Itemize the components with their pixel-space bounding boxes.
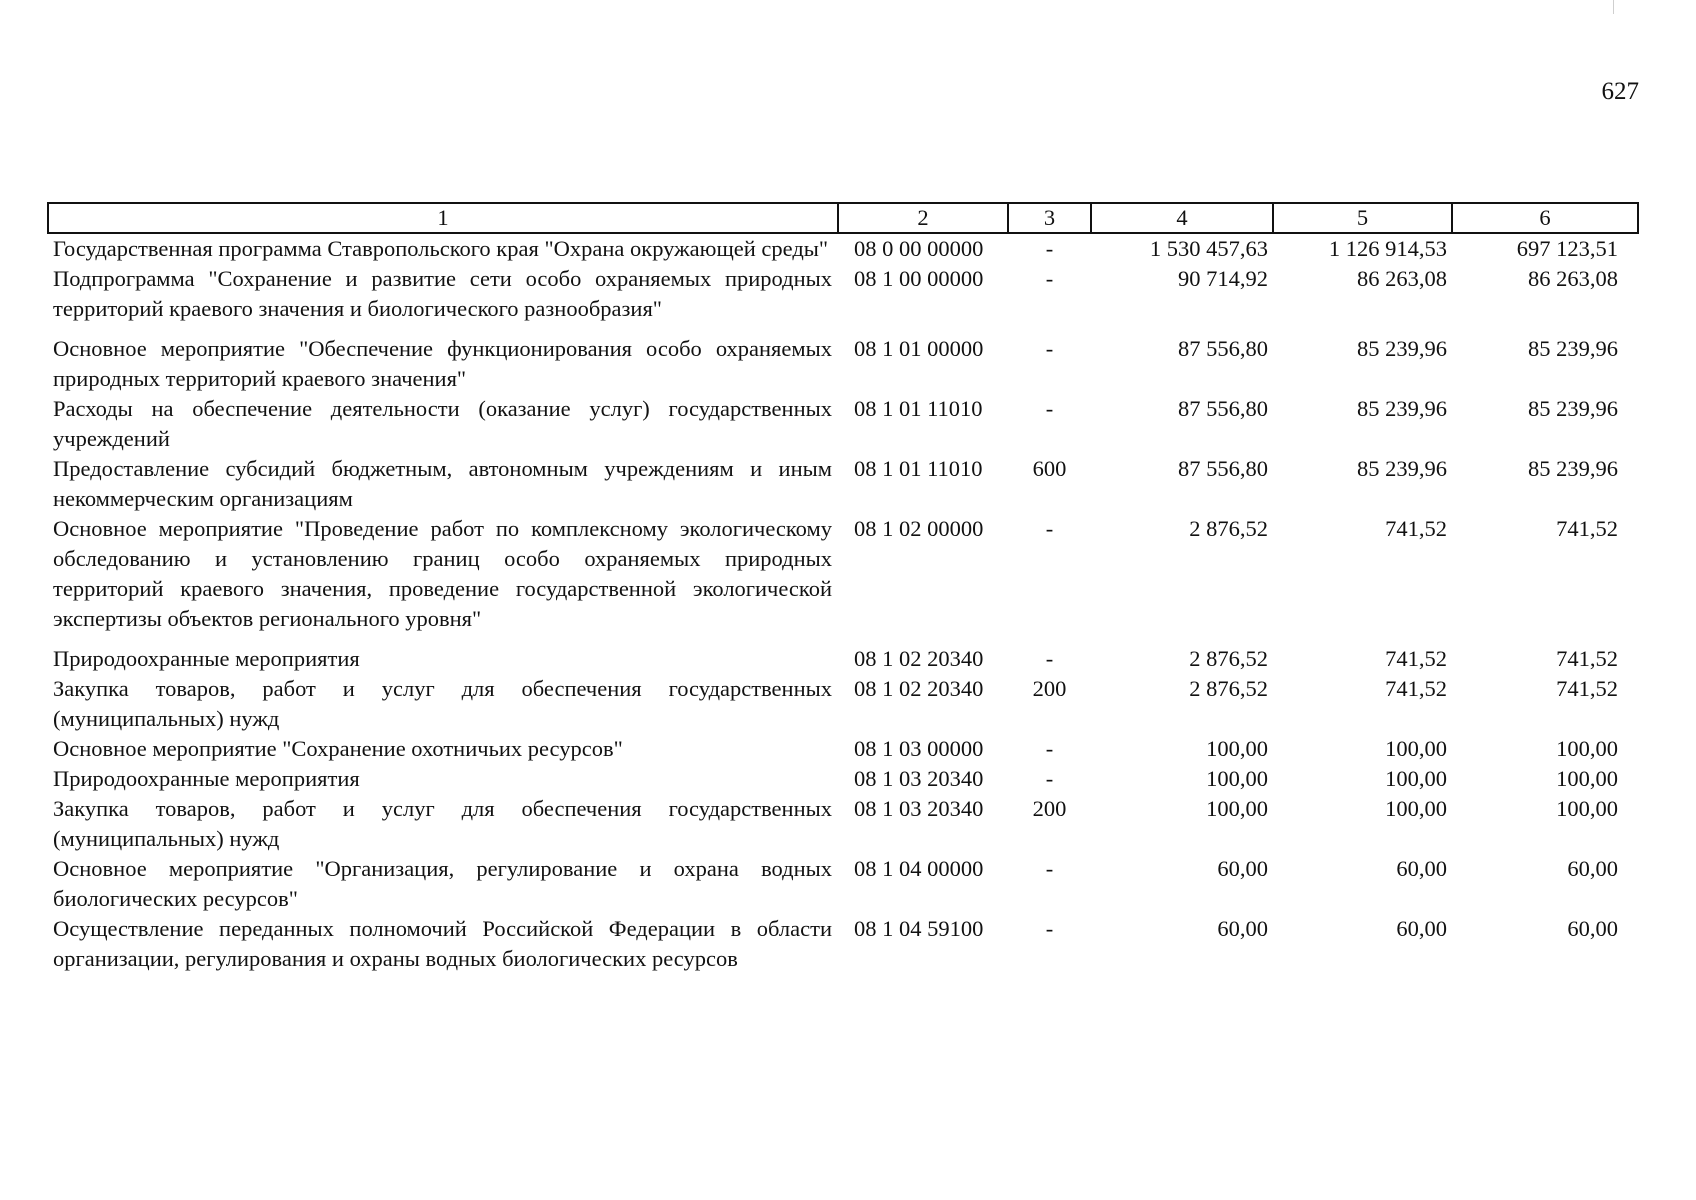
row-expense-type: -: [1045, 766, 1054, 791]
row-value-4: 60,00: [1217, 916, 1268, 941]
row-name: Основное мероприятие "Проведение работ по комплексному экологическому обследованию и установлению границ особо охраняемых природных территорий краевого значения, проведение государственной экологической экспертизы объектов регионального уровня": [53, 516, 832, 631]
row-value-5: 741,52: [1385, 676, 1447, 701]
row-value-4: 90 714,92: [1178, 266, 1268, 291]
row-value-4: 87 556,80: [1178, 456, 1268, 481]
row-value-6: 60,00: [1567, 916, 1618, 941]
row-expense-type: 600: [1032, 456, 1067, 481]
row-value-6: 741,52: [1556, 516, 1618, 541]
row-value-4: 87 556,80: [1178, 396, 1268, 421]
row-expense-type: -: [1045, 336, 1054, 361]
column-header-3: 3: [1008, 203, 1091, 233]
row-expense-type: -: [1045, 266, 1054, 291]
table-row: [48, 794, 1638, 854]
row-value-6: 100,00: [1556, 736, 1618, 761]
row-value-5: 100,00: [1385, 766, 1447, 791]
row-value-6: 100,00: [1556, 766, 1618, 791]
row-code: 08 1 02 00000: [854, 516, 984, 541]
row-code: 08 1 03 20340: [854, 766, 984, 791]
row-name: Природоохранные мероприятия: [53, 766, 360, 791]
row-value-4: 2 876,52: [1189, 676, 1268, 701]
row-expense-type: -: [1045, 646, 1054, 671]
row-name: Государственная программа Ставропольского края "Охрана окружающей среды": [53, 236, 829, 261]
row-value-4: 60,00: [1217, 856, 1268, 881]
row-name: Основное мероприятие "Обеспечение функционирования особо охраняемых природных территорий краевого значения": [53, 336, 832, 391]
row-expense-type: 200: [1032, 796, 1067, 821]
row-value-6: 85 239,96: [1528, 396, 1618, 421]
row-value-5: 60,00: [1396, 856, 1447, 881]
table-row: [48, 764, 1638, 794]
table-row: [48, 644, 1638, 674]
table-row: [48, 514, 1638, 644]
row-value-5: 85 239,96: [1357, 456, 1447, 481]
column-header-2: 2: [838, 203, 1008, 233]
row-code: 08 1 04 59100: [854, 916, 984, 941]
row-expense-type: -: [1045, 916, 1054, 941]
row-value-4: 2 876,52: [1189, 646, 1268, 671]
row-value-6: 60,00: [1567, 856, 1618, 881]
row-name: Подпрограмма "Сохранение и развитие сети особо охраняемых природных территорий краевого значения и биологического разнообразия": [53, 266, 832, 321]
row-value-5: 741,52: [1385, 516, 1447, 541]
column-header-1: 1: [48, 203, 838, 233]
row-value-6: 85 239,96: [1528, 456, 1618, 481]
table-row: [48, 233, 1638, 264]
row-value-5: 741,52: [1385, 646, 1447, 671]
table-row: [48, 334, 1638, 394]
row-value-4: 100,00: [1206, 766, 1268, 791]
budget-table: [47, 202, 1639, 974]
row-expense-type: -: [1045, 396, 1054, 421]
row-code: 08 1 02 20340: [854, 676, 984, 701]
row-code: 08 1 01 11010: [854, 396, 983, 421]
row-name: Расходы на обеспечение деятельности (оказание услуг) государственных учреждений: [53, 396, 832, 451]
column-header-4: 4: [1091, 203, 1273, 233]
column-header-5: 5: [1273, 203, 1452, 233]
row-value-5: 60,00: [1396, 916, 1447, 941]
row-name: Закупка товаров, работ и услуг для обеспечения государственных (муниципальных) нужд: [53, 676, 832, 731]
row-value-6: 86 263,08: [1528, 266, 1618, 291]
column-header-6: 6: [1452, 203, 1638, 233]
row-expense-type: -: [1045, 516, 1054, 541]
row-value-5: 86 263,08: [1357, 266, 1447, 291]
table-row: [48, 854, 1638, 914]
row-value-4: 100,00: [1206, 796, 1268, 821]
table-row: [48, 454, 1638, 514]
table-row: [48, 914, 1638, 974]
row-expense-type: 200: [1032, 676, 1067, 701]
row-value-6: 741,52: [1556, 646, 1618, 671]
table-row: [48, 264, 1638, 334]
table-row: [48, 674, 1638, 734]
row-code: 08 1 01 00000: [854, 336, 984, 361]
row-value-4: 100,00: [1206, 736, 1268, 761]
row-code: 08 1 03 00000: [854, 736, 984, 761]
row-code: 08 0 00 00000: [854, 236, 984, 261]
row-name: Основное мероприятие "Организация, регулирование и охрана водных биологических ресурсов": [53, 856, 832, 911]
row-code: 08 1 01 11010: [854, 456, 983, 481]
row-value-6: 85 239,96: [1528, 336, 1618, 361]
row-name: Закупка товаров, работ и услуг для обеспечения государственных (муниципальных) нужд: [53, 796, 832, 851]
row-value-5: 85 239,96: [1357, 396, 1447, 421]
row-name: Предоставление субсидий бюджетным, автономным учреждениям и иным некоммерческим организациям: [53, 456, 832, 511]
page-number: 627: [1601, 78, 1639, 105]
row-value-5: 85 239,96: [1357, 336, 1447, 361]
row-value-4: 1 530 457,63: [1149, 236, 1268, 261]
row-code: 08 1 04 00000: [854, 856, 984, 881]
row-expense-type: -: [1045, 856, 1054, 881]
row-value-5: 100,00: [1385, 736, 1447, 761]
row-value-6: 741,52: [1556, 676, 1618, 701]
table-header-row: [48, 203, 1638, 233]
row-value-5: 1 126 914,53: [1328, 236, 1447, 261]
row-name: Основное мероприятие "Сохранение охотничьих ресурсов": [53, 736, 623, 761]
row-value-4: 2 876,52: [1189, 516, 1268, 541]
row-value-6: 697 123,51: [1516, 236, 1618, 261]
row-code: 08 1 02 20340: [854, 646, 984, 671]
row-value-5: 100,00: [1385, 796, 1447, 821]
table-row: [48, 394, 1638, 454]
row-code: 08 1 03 20340: [854, 796, 984, 821]
row-value-6: 100,00: [1556, 796, 1618, 821]
row-expense-type: -: [1045, 736, 1054, 761]
table-row: [48, 734, 1638, 764]
row-name: Природоохранные мероприятия: [53, 646, 360, 671]
row-expense-type: -: [1045, 236, 1054, 261]
row-value-4: 87 556,80: [1178, 336, 1268, 361]
row-code: 08 1 00 00000: [854, 266, 984, 291]
row-name: Осуществление переданных полномочий Российской Федерации в области организации, регулирования и охраны водных биологических ресурсов: [53, 916, 832, 971]
scan-edge-mark: [1613, 0, 1614, 14]
